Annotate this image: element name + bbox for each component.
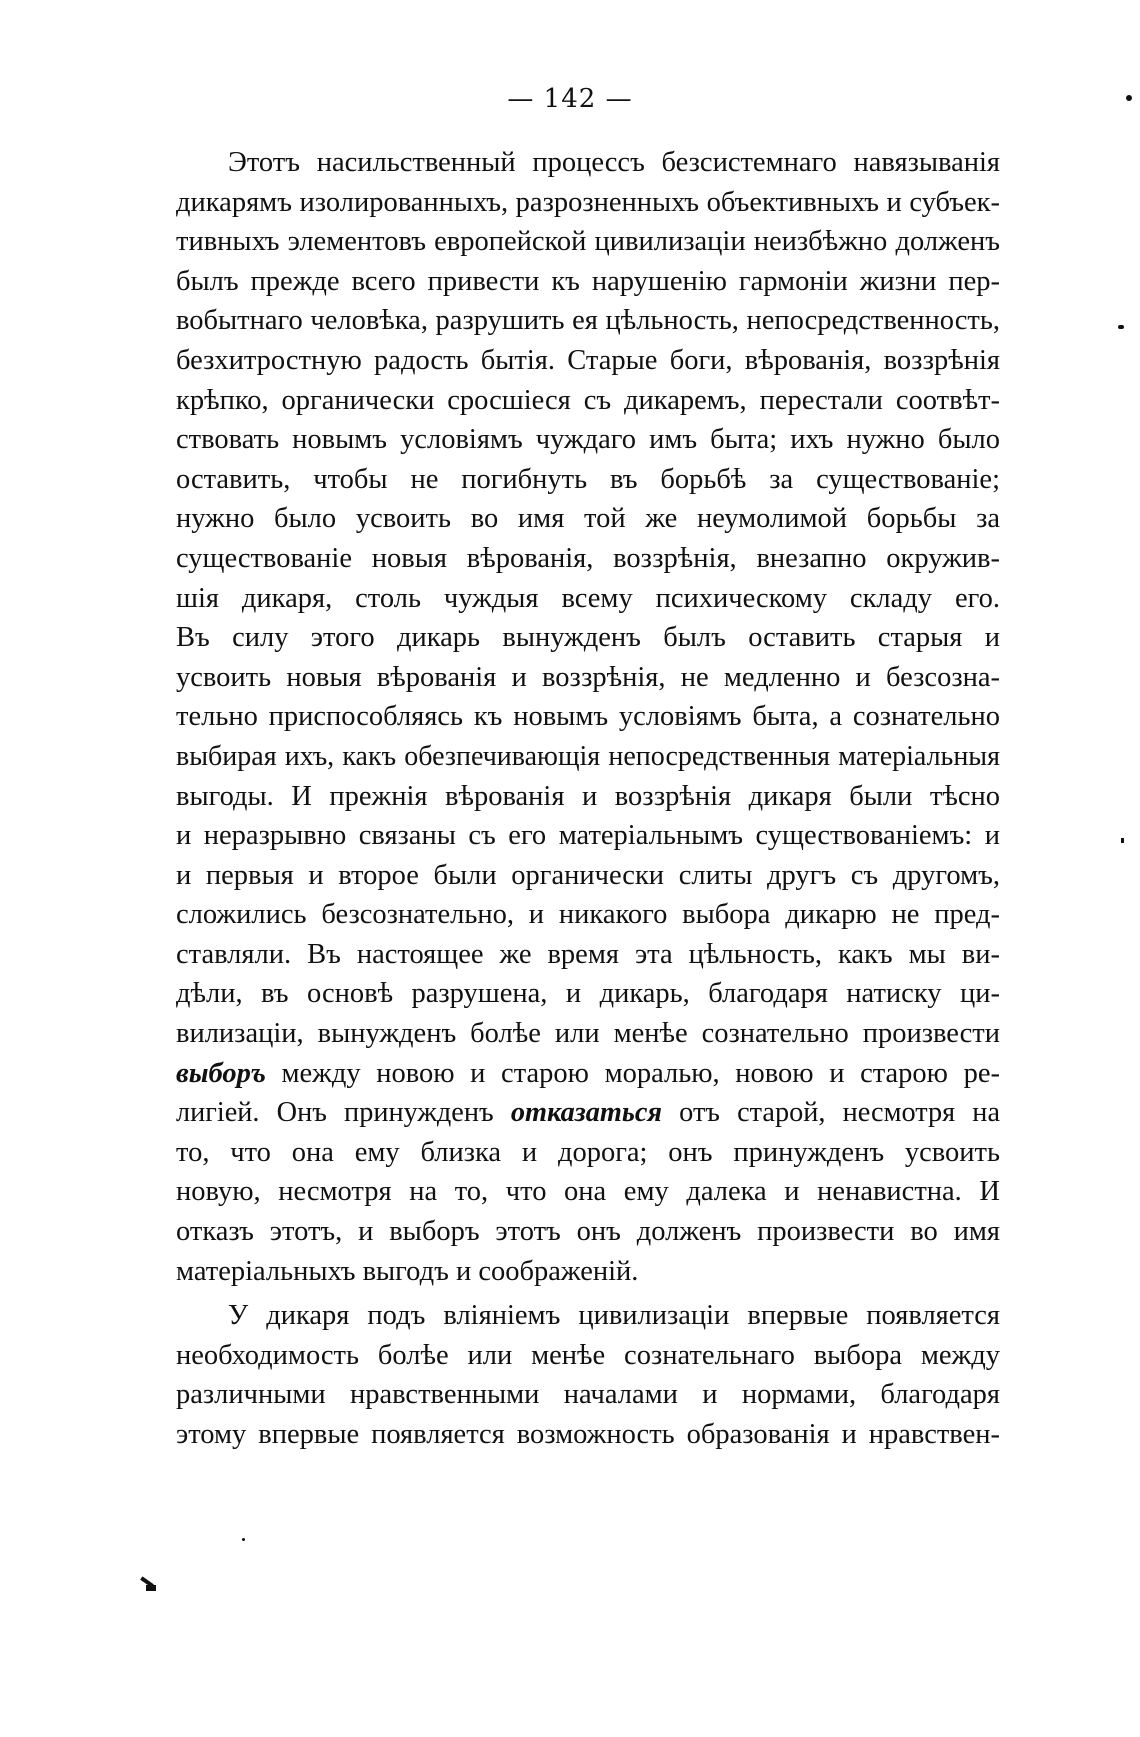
text-segment: между новою и старою моралью, новою и старою ре- [265, 1057, 1000, 1089]
text-line: тельно приспособляясь къ новымъ условіямъ быта, а сознательно [176, 701, 1000, 733]
italic-word: отказаться [510, 1097, 662, 1129]
text-line: вилизаціи, вынужденъ болѣе или менѣе сознательно произвести [176, 1018, 1000, 1050]
text-segment: лигіей. Онъ принужденъ [176, 1097, 511, 1129]
text-line: дикарямъ изолированныхъ, разрозненныхъ объективныхъ и субъек- [176, 186, 1000, 218]
text-line: и неразрывно связаны съ его матеріальнымъ существованіемъ: и [176, 820, 1000, 852]
text-line: нужно было усвоить во имя той же неумолимой борьбы за [176, 503, 1000, 535]
text-line: Въ силу этого дикарь вынужденъ былъ оставить старыя и [176, 622, 1000, 654]
text-line: шія дикаря, столь чуждыя всему психическому складу его. [176, 582, 1000, 614]
text-line: тивныхъ элементовъ европейской цивилизаціи неизбѣжно долженъ [176, 226, 1000, 258]
scan-speck [1118, 325, 1124, 329]
text-line: ствовать новымъ условіямъ чуждаго имъ быта; ихъ нужно было [176, 424, 1000, 456]
text-segment: отъ старой, несмотря на [661, 1097, 1000, 1129]
text-line: безхитростную радость бытія. Старые боги, вѣрованія, воззрѣнія [176, 344, 1000, 376]
text-line: существованіе новыя вѣрованія, воззрѣнія, внезапно окружив- [176, 542, 1000, 574]
text-line [176, 1093, 1000, 1133]
text-line: сложились безсознательно, и никакого выбора дикарю не пред- [176, 899, 1000, 931]
text-line: былъ прежде всего привести къ нарушенію гармоніи жизни пер- [176, 265, 1000, 297]
text-line: У дикаря подъ вліяніемъ цивилизаціи впервые появляется [228, 1300, 1000, 1332]
text-line: усвоить новыя вѣрованія и воззрѣнія, не медленно и безсозна- [176, 661, 1000, 693]
text-line: то, что она ему близка и дорога; онъ принужденъ усвоить [176, 1136, 1000, 1168]
scan-speck [1121, 838, 1124, 843]
italic-word: выборъ [176, 1057, 266, 1089]
text-line: необходимость болѣе или менѣе сознательнаго выбора между [176, 1339, 1000, 1371]
text-line [176, 1054, 1000, 1094]
text-line: и первыя и второе были органически слиты другъ съ другомъ, [176, 859, 1000, 891]
text-line: новую, несмотря на то, что она ему далека и ненавистна. И [176, 1176, 1000, 1208]
scan-speck [1126, 95, 1132, 101]
text-line: отказъ этотъ, и выборъ этотъ онъ долженъ произвести во имя [176, 1216, 1000, 1248]
scan-speck [242, 1538, 245, 1541]
scan-speck [146, 1585, 156, 1591]
text-line: Этотъ насильственный процессъ безсистемнаго навязыванія [228, 147, 1000, 178]
paragraph-2 [176, 1296, 1000, 1454]
body-text [176, 143, 1000, 1455]
text-line: крѣпко, органически сросшіеся съ дикаремъ, перестали соотвѣт- [176, 384, 1000, 416]
text-line: различными нравственными началами и нормами, благодаря [176, 1379, 1000, 1411]
text-line: выгоды. И прежнія вѣрованія и воззрѣнія дикаря были тѣсно [176, 780, 1000, 812]
text-line: дѣли, въ основѣ разрушена, и дикарь, благодаря натиску ци- [176, 978, 1000, 1010]
text-line: выбирая ихъ, какъ обезпечивающія непосредственныя матеріальныя [176, 740, 1000, 772]
text-line: матеріальныхъ выгодъ и соображеній. [176, 1255, 639, 1287]
text-line: этому впервые появляется возможность образованія и нравствен- [176, 1419, 1000, 1450]
text-line: вобытнаго человѣка, разрушить ея цѣльность, непосредственность, [176, 305, 1000, 337]
page-number: — 142 — [507, 84, 633, 114]
paragraph-1 [176, 143, 1000, 1291]
text-line: ставляли. Въ настоящее же время эта цѣльность, какъ мы ви- [176, 938, 1000, 970]
text-line: оставить, чтобы не погибнуть въ борьбѣ за существованіе; [176, 463, 1000, 495]
